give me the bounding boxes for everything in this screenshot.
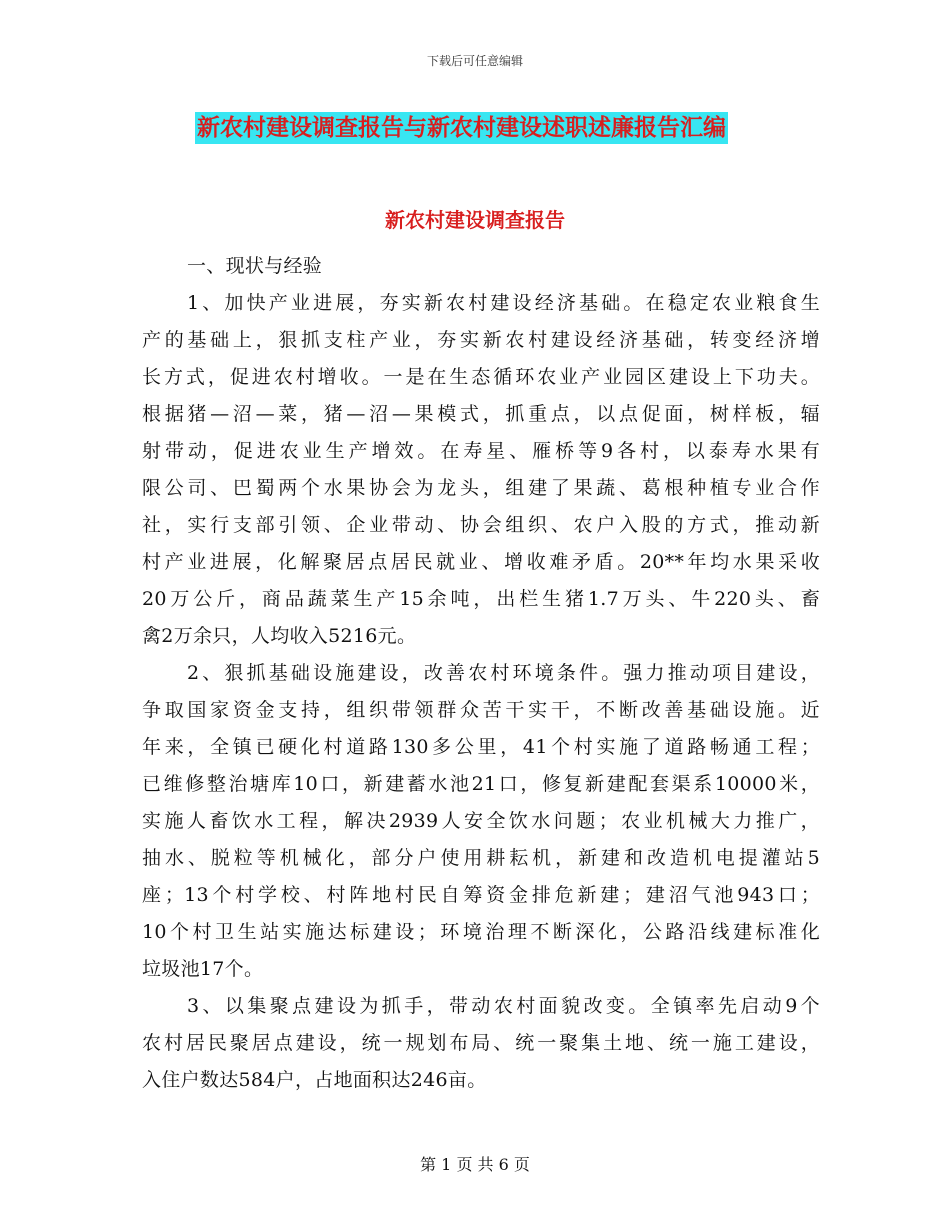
text-line: 禽2万余只，人均收入5216元。 bbox=[142, 625, 417, 647]
text-line: 实施人畜饮水工程，解决2939人安全饮水问题；农业机械大力推广， bbox=[142, 810, 820, 832]
document-body bbox=[142, 248, 820, 1099]
text-line: 入住户数达584户，占地面积达246亩。 bbox=[142, 1069, 487, 1091]
text-line: 座；13个村学校、村阵地村民自筹资金排危新建；建沼气池943口； bbox=[142, 884, 820, 906]
text-line: 射带动，促进农业生产增效。在寿星、雁桥等9各村，以泰寿水果有 bbox=[142, 440, 820, 462]
section-heading: 一、现状与经验 bbox=[187, 255, 323, 277]
text-line: 年来，全镇已硬化村道路130多公里，41个村实施了道路畅通工程； bbox=[142, 736, 820, 758]
page-number: 第 1 页 共 6 页 bbox=[420, 1155, 530, 1174]
text-line: 限公司、巴蜀两个水果协会为龙头，组建了果蔬、葛根种植专业合作 bbox=[142, 477, 820, 499]
text-line: 长方式，促进农村增收。一是在生态循环农业产业园区建设上下功夫。 bbox=[142, 366, 820, 388]
text-line: 村产业进展，化解聚居点居民就业、增收难矛盾。20**年均水果采收 bbox=[142, 551, 820, 573]
header-note: 下载后可任意编辑 bbox=[426, 54, 523, 68]
text-line: 10个村卫生站实施达标建设；环境治理不断深化，公路沿线建标准化 bbox=[142, 921, 820, 943]
text-line: 产的基础上，狠抓支柱产业，夯实新农村建设经济基础，转变经济增 bbox=[142, 329, 820, 351]
text-line: 3、以集聚点建设为抓手，带动农村面貌改变。全镇率先启动9个 bbox=[187, 995, 820, 1017]
text-line: 争取国家资金支持，组织带领群众苦干实干，不断改善基础设施。近 bbox=[142, 699, 820, 721]
paragraph-3 bbox=[142, 988, 820, 1099]
document-title: 新农村建设调查报告与新农村建设述职述廉报告汇编 bbox=[195, 112, 728, 144]
text-line: 20万公斤，商品蔬菜生产15余吨，出栏生猪1.7万头、牛220头、畜 bbox=[142, 588, 820, 610]
text-line: 2、狠抓基础设施建设，改善农村环境条件。强力推动项目建设， bbox=[187, 662, 820, 684]
text-line: 社，实行支部引领、企业带动、协会组织、农户入股的方式，推动新 bbox=[142, 514, 820, 536]
text-line: 根据猪—沼—菜，猪—沼—果模式，抓重点，以点促面，树样板，辐 bbox=[142, 403, 820, 425]
text-line: 垃圾池17个。 bbox=[142, 958, 264, 980]
paragraph-2 bbox=[142, 655, 820, 988]
text-line: 农村居民聚居点建设，统一规划布局、统一聚集土地、统一施工建设， bbox=[142, 1032, 820, 1054]
text-line: 抽水、脱粒等机械化，部分户使用耕耘机，新建和改造机电提灌站5 bbox=[142, 847, 820, 869]
text-line: 1、加快产业进展，夯实新农村建设经济基础。在稳定农业粮食生 bbox=[187, 292, 820, 314]
text-line: 已维修整治塘库10口，新建蓄水池21口，修复新建配套渠系10000米， bbox=[142, 773, 820, 795]
report-title: 新农村建设调查报告 bbox=[385, 208, 565, 232]
paragraph-1 bbox=[142, 285, 820, 655]
